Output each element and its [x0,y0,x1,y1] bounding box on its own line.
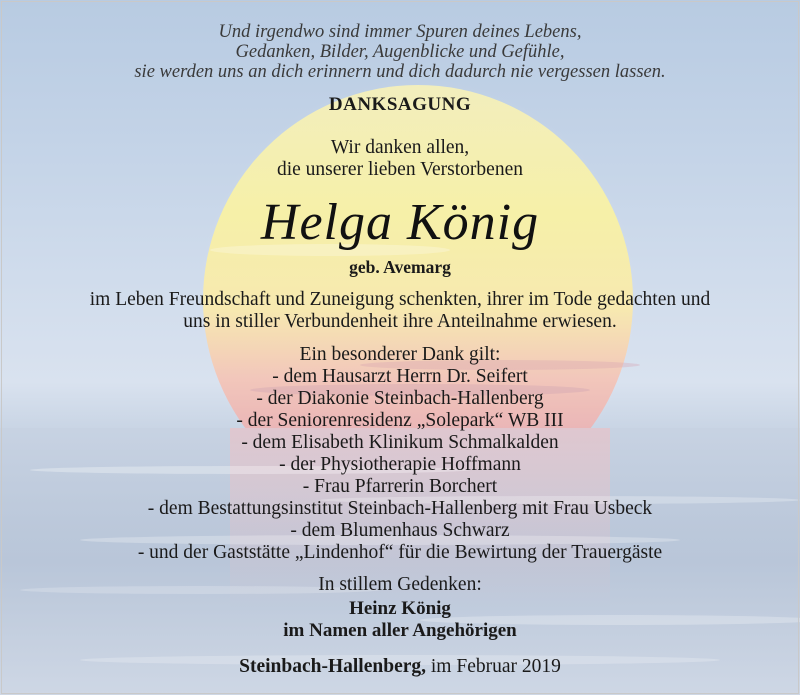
place: Steinbach-Hallenberg, [239,656,427,677]
quote-line-2: Gedanken, Bilder, Augenblicke und Gefühle, [235,42,565,62]
intro-line-1: Wir danken allen, [330,137,470,158]
heading: DANKSAGUNG [328,94,472,115]
quote-line-3: sie werden uns an dich erinnern und dich dadurch nie vergessen lassen. [134,62,666,82]
date: im Februar 2019 [426,656,561,677]
signature-family: im Namen aller Angehörigen [283,620,517,641]
quote-line-1: Und irgendwo sind immer Spuren deines Lebens, [218,22,582,42]
special-thanks-item: - dem Bestattungsinstitut Steinbach-Hallenberg mit Frau Usbeck [147,498,653,519]
special-thanks-item: - Frau Pfarrerin Borchert [302,476,498,497]
special-thanks-item: - der Physiotherapie Hoffmann [279,454,521,475]
place-date [0,656,800,678]
closing-line: In stillem Gedenken: [318,574,482,595]
deceased-name: Helga König [260,194,540,251]
special-thanks-item: - dem Hausarzt Herrn Dr. Seifert [272,366,528,387]
special-thanks-item: - und der Gaststätte „Lindenhof“ für die Bewirtung der Trauergäste [137,542,663,563]
special-thanks-item: - dem Blumenhaus Schwarz [290,520,510,541]
special-thanks-item: - der Seniorenresidenz „Solepark“ WB III [236,410,564,431]
intro-line-2: die unserer lieben Verstorbenen [276,159,523,180]
special-thanks-item: - dem Elisabeth Klinikum Schmalkalden [241,432,559,453]
thanks-line-2: uns in stiller Verbundenheit ihre Anteilnahme erwiesen. [183,311,617,332]
signature-name: Heinz König [349,598,451,619]
special-thanks-title: Ein besonderer Dank gilt: [299,344,501,365]
thanks-line-1: im Leben Freundschaft und Zuneigung schenkten, ihrer im Tode gedachten und [89,289,711,310]
maiden-name: geb. Avemarg [349,257,451,277]
special-thanks-item: - der Diakonie Steinbach-Hallenberg [256,388,544,409]
